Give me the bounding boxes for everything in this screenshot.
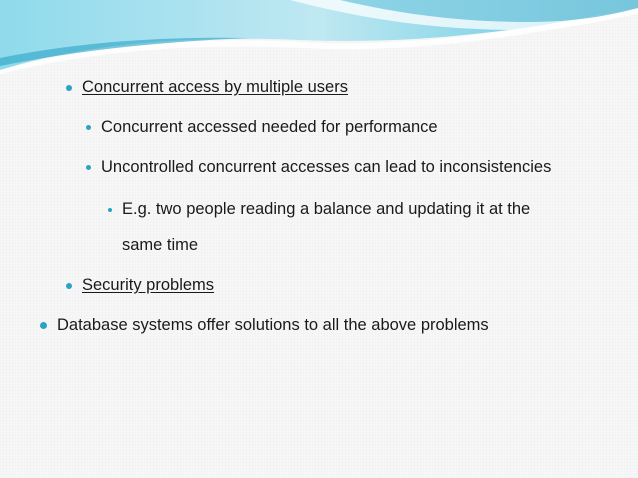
bullet-text: Concurrent access by multiple users — [82, 78, 348, 96]
bullet-dot-icon — [108, 208, 112, 212]
bullet-concurrent-access — [66, 78, 348, 97]
bullet-text: Security problems — [82, 276, 215, 294]
bullet-dot-icon — [66, 85, 72, 91]
bullet-dot-icon — [86, 165, 91, 170]
bullet-text: Uncontrolled concurrent accesses can lead to inconsistencies — [101, 158, 552, 176]
bullet-continuation: same time — [122, 236, 199, 254]
header-wave-decoration — [0, 0, 638, 80]
bullet-dot-icon — [66, 283, 72, 289]
bullet-security-problems — [66, 276, 214, 295]
bullet-text: Concurrent accessed needed for performance — [101, 118, 438, 136]
bullet-dot-icon — [40, 322, 47, 329]
bullet-uncontrolled-access — [86, 158, 551, 177]
bullet-database-solutions — [40, 316, 489, 335]
bullet-concurrent-performance — [86, 118, 438, 137]
bullet-text: E.g. two people reading a balance and updating it at the — [122, 200, 531, 218]
bullet-example-balance — [108, 200, 530, 219]
bullet-text: Database systems offer solutions to all the above problems — [57, 316, 489, 334]
bullet-dot-icon — [86, 125, 91, 130]
